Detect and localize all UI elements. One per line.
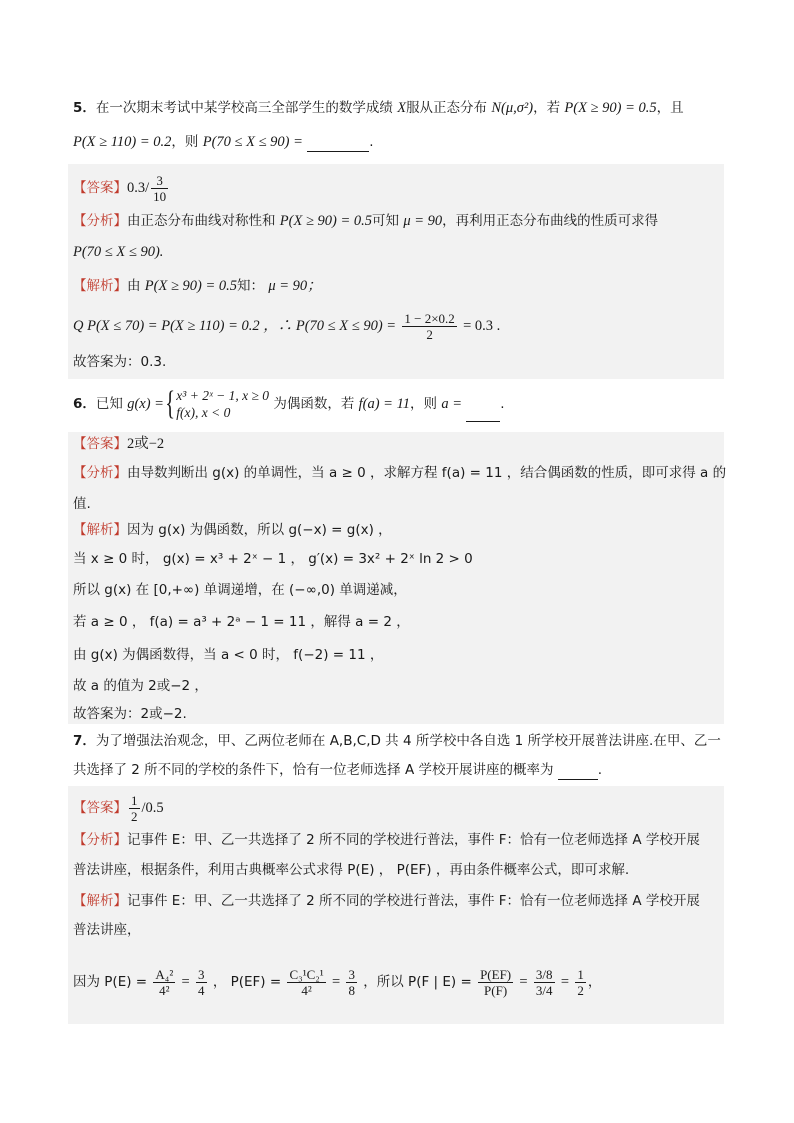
a6-s5: 由 g(x) 为偶函数得，当 a < 0 时， f(−2) = 11 ， — [73, 647, 384, 663]
fraction: $\frac{1}{2}$ — [131, 792, 138, 824]
answer-blank — [558, 779, 598, 780]
q5-line1: 5．在一次期末考试中某学校高三全部学生的数学成绩 X服从正态分布 N(μ,σ²)，若 P(X ≥ 90) = 0.5，且 — [73, 100, 684, 116]
q5-line2: P(X ≥ 110) = 0.2，则 P(70 ≤ X ≤ 90) = . — [73, 134, 374, 150]
a5-solution-l2: Q P(X ≤ 70) = P(X ≥ 110) = 0.2 ，∴ P(70 ≤ X ≤ 90) = $\frac{1 - 2\times 0.2}{2}$ = 0.3 . — [73, 310, 501, 342]
a6-solution: 【解析】因为 g(x) 为偶函数，所以 g(−x) = g(x) ， — [73, 522, 392, 538]
a6-s6: 故 a 的值为 2或−2 ， — [73, 678, 208, 694]
a6-analysis-l2: 值. — [73, 496, 91, 512]
a5-analysis-l2: P(70 ≤ X ≤ 90). — [73, 244, 164, 260]
q7-line2: 共选择了 2 所不同的学校的条件下，恰有一位老师选择 A 学校开展讲座的概率为 . — [73, 762, 603, 778]
fraction: $\frac{1 - 2\times 0.2}{2}$ — [404, 310, 455, 342]
piecewise-cases: x³ + 2ˣ − 1, x ≥ 0 f(x), x < 0 — [176, 388, 270, 420]
a5-answer: 【答案】0.3/ $\frac{3}{10}$ — [73, 172, 167, 204]
q6-number: 6 — [73, 396, 83, 412]
a7-formula: 因为 P(E) = $\frac{\text{A₄²}}{\text{4²}}$ = $\frac{3}{4}$ ， P(EF) = $\frac{\text{C₃¹C₂¹}}{\text{4²}}$ = $\frac{3}{8}$ ，所以 P(F | E) = $\frac{P(EF)}{P(F)}$ = $\frac{3/8}{3/4}$ = $\frac{1}{2}$ ， — [73, 966, 602, 998]
a7-analysis: 【分析】记事件 E：甲、乙一共选择了 2 所不同的学校进行普法，事件 F：恰有一位老师选择 A 学校开展 — [73, 832, 700, 848]
a6-answer: 【答案】2或−2 — [73, 436, 165, 452]
a5-solution: 【解析】由 P(X ≥ 90) = 0.5知： μ = 90； — [73, 278, 322, 294]
a5-analysis: 【分析】由正态分布曲线对称性和 P(X ≥ 90) = 0.5可知 μ = 90，再利用正态分布曲线的性质可求得 — [73, 213, 659, 229]
a6-s4: 若 a ≥ 0 ， f(a) = a³ + 2ᵃ − 1 = 11 ，解得 a = 2 ， — [73, 614, 410, 630]
q6-line1: 6．已知 g(x) ={ x³ + 2ˣ − 1, x ≥ 0 f(x), x < 0 为偶函数，若 f(a) = 11，则 a = . — [73, 385, 505, 422]
a7-solution: 【解析】记事件 E：甲、乙一共选择了 2 所不同的学校进行普法，事件 F：恰有一位老师选择 A 学校开展 — [73, 893, 700, 909]
a6-s3: 所以 g(x) 在 [0,+∞) 单调递增，在 (−∞,0) 单调递减， — [73, 582, 407, 598]
q5-number: 5 — [73, 100, 83, 116]
q7-number: 7 — [73, 733, 83, 749]
answer-blank — [307, 151, 369, 152]
fraction: $\frac{3}{10}$ — [153, 172, 167, 204]
a6-s2: 当 x ≥ 0 时， g(x) = x³ + 2ˣ − 1 ， g′(x) = 3x² + 2ˣ ln 2 > 0 — [73, 551, 473, 567]
a7-answer: 【答案】 $\frac{1}{2}$ /0.5 — [73, 792, 164, 824]
a6-analysis: 【分析】由导数判断出 g(x) 的单调性，当 a ≥ 0 ，求解方程 f(a) = 11 ，结合偶函数的性质，即可求得 a 的 — [73, 465, 727, 481]
q7-line1: 7．为了增强法治观念，甲、乙两位老师在 A,B,C,D 共 4 所学校中各自选 1 所学校开展普法讲座.在甲、乙一 — [73, 733, 721, 749]
answer-blank — [466, 421, 500, 422]
a7-s2: 普法讲座， — [73, 922, 141, 938]
a5-final: 故答案为：0.3. — [73, 354, 167, 370]
a7-analysis-l2: 普法讲座，根据条件，利用古典概率公式求得 P(E) ， P(EF) ，再由条件概率公式，即可求解. — [73, 862, 630, 878]
a6-s7: 故答案为：2或−2. — [73, 706, 187, 722]
